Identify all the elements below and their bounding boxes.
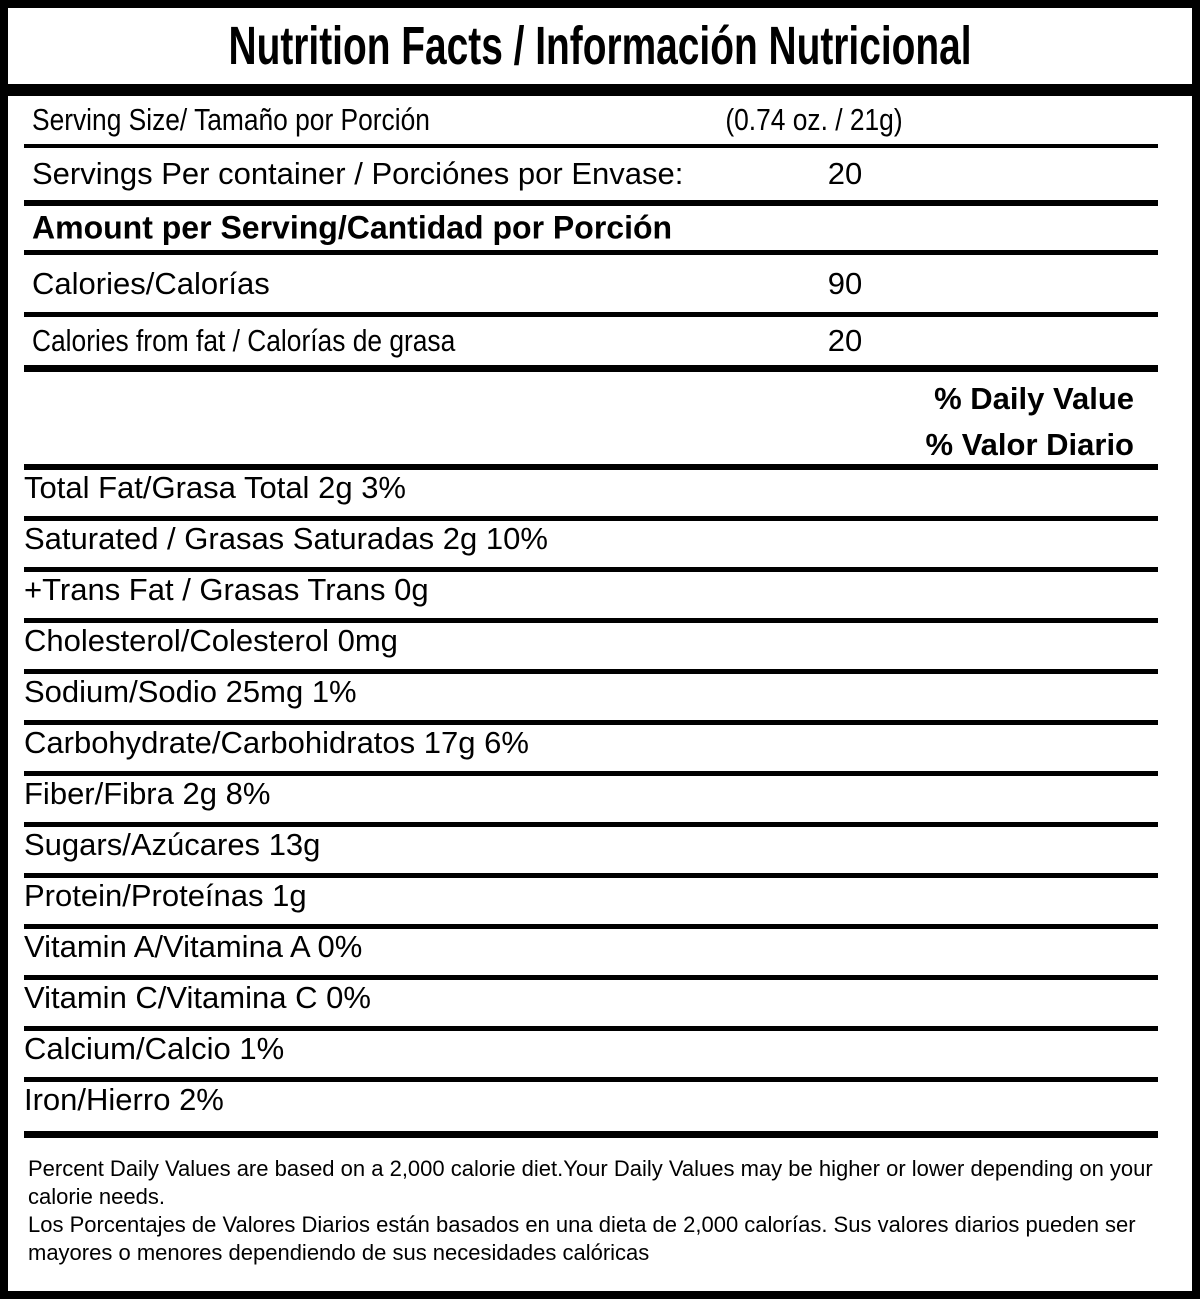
nutrient-label: Fiber/Fibra xyxy=(24,776,174,811)
nutrient-daily-value: 1% xyxy=(239,1031,285,1066)
nutrient-row xyxy=(24,470,1158,521)
calories-label: Calories/Calorías xyxy=(32,265,270,301)
daily-value-header-en: % Daily Value xyxy=(934,381,1134,416)
nutrient-label: Total Fat/Grasa Total xyxy=(24,470,310,505)
nutrient-row xyxy=(24,1082,1158,1138)
nutrient-amount: 2g xyxy=(318,470,353,505)
nutrient-daily-value: 10% xyxy=(485,521,548,556)
nutrient-daily-value: 2% xyxy=(179,1082,224,1117)
nutrient-label: Sugars/Azúcares xyxy=(24,827,261,862)
footnote xyxy=(8,1138,1192,1267)
amount-per-serving-header xyxy=(24,206,1158,255)
serving-size-row xyxy=(24,96,1158,148)
nutrient-row xyxy=(24,623,1158,674)
servings-per-container-label: Servings Per container / Porciónes por Envase: xyxy=(32,156,684,191)
nutrient-daily-value: 0% xyxy=(317,929,363,964)
calories-from-fat-value: 20 xyxy=(827,323,863,358)
nutrient-label: Saturated / Grasas Saturadas xyxy=(24,521,435,556)
nutrient-amount: 0mg xyxy=(337,623,398,658)
nutrient-label: Iron/Hierro xyxy=(24,1082,171,1117)
nutrient-label: Vitamin A/Vitamina A xyxy=(24,929,309,964)
serving-size-value: (0.74 oz. / 21g) xyxy=(725,102,903,137)
nutrient-amount: 17g xyxy=(423,725,476,760)
nutrient-amount: 13g xyxy=(268,827,321,862)
nutrient-row xyxy=(24,521,1158,572)
label-title: Nutrition Facts / Información Nutricional xyxy=(228,16,972,76)
nutrient-amount: 25mg xyxy=(225,674,304,709)
nutrient-label: Protein/Proteínas xyxy=(24,878,264,913)
servings-per-container-row xyxy=(24,148,1158,206)
servings-per-container-value: 20 xyxy=(827,156,863,191)
footnote-line: mayores o menores dependiendo de sus necesidades calóricas xyxy=(28,1240,650,1265)
nutrient-row xyxy=(24,827,1158,878)
daily-value-header-block xyxy=(24,372,1158,470)
calories-from-fat-row xyxy=(24,317,1158,372)
calories-value: 90 xyxy=(827,265,863,301)
nutrient-daily-value: 3% xyxy=(361,470,406,505)
nutrient-label: Calcium/Calcio xyxy=(24,1031,231,1066)
nutrient-label: Cholesterol/Colesterol xyxy=(24,623,329,658)
footnote-line: Percent Daily Values are based on a 2,000 calorie diet.Your Daily Values may be higher or lower depending on your xyxy=(28,1156,1153,1181)
nutrient-amount: 2g xyxy=(182,776,217,811)
nutrient-label: Carbohydrate/Carbohidratos xyxy=(24,725,416,760)
nutrient-row xyxy=(24,878,1158,929)
nutrient-row xyxy=(24,929,1158,980)
footnote-line: calorie needs. xyxy=(28,1184,165,1209)
nutrient-daily-value: 1% xyxy=(311,674,357,709)
nutrient-amount: 1g xyxy=(272,878,307,913)
calories-from-fat-label: Calories from fat / Calorías de grasa xyxy=(32,323,456,358)
amount-per-serving-header-label: Amount per Serving/Cantidad por Porción xyxy=(32,209,673,246)
nutrient-label: +Trans Fat / Grasas Trans xyxy=(24,572,386,607)
nutrient-daily-value: 6% xyxy=(484,725,529,760)
nutrient-row xyxy=(24,980,1158,1031)
serving-size-label: Serving Size/ Tamaño por Porción xyxy=(32,102,430,137)
daily-value-header-es: % Valor Diario xyxy=(925,427,1134,462)
calories-row xyxy=(24,255,1158,317)
nutrient-row xyxy=(24,572,1158,623)
nutrient-daily-value: 8% xyxy=(225,776,271,811)
nutrient-rows xyxy=(24,470,1158,1138)
nutrient-label: Vitamin C/Vitamina C xyxy=(24,980,318,1015)
nutrient-row xyxy=(24,776,1158,827)
nutrient-amount: 0g xyxy=(394,572,429,607)
nutrient-daily-value: 0% xyxy=(326,980,371,1015)
nutrient-amount: 2g xyxy=(442,521,478,556)
footnote-line: Los Porcentajes de Valores Diarios están basados en una dieta de 2,000 calorías. Sus valores diarios pueden ser xyxy=(28,1212,1136,1237)
nutrient-row xyxy=(24,1031,1158,1082)
nutrient-row xyxy=(24,725,1158,776)
label-body xyxy=(24,96,1158,1138)
nutrient-row xyxy=(24,674,1158,725)
nutrient-label: Sodium/Sodio xyxy=(24,674,218,709)
title-divider-bar xyxy=(8,84,1192,96)
label-title-band xyxy=(8,8,1192,84)
